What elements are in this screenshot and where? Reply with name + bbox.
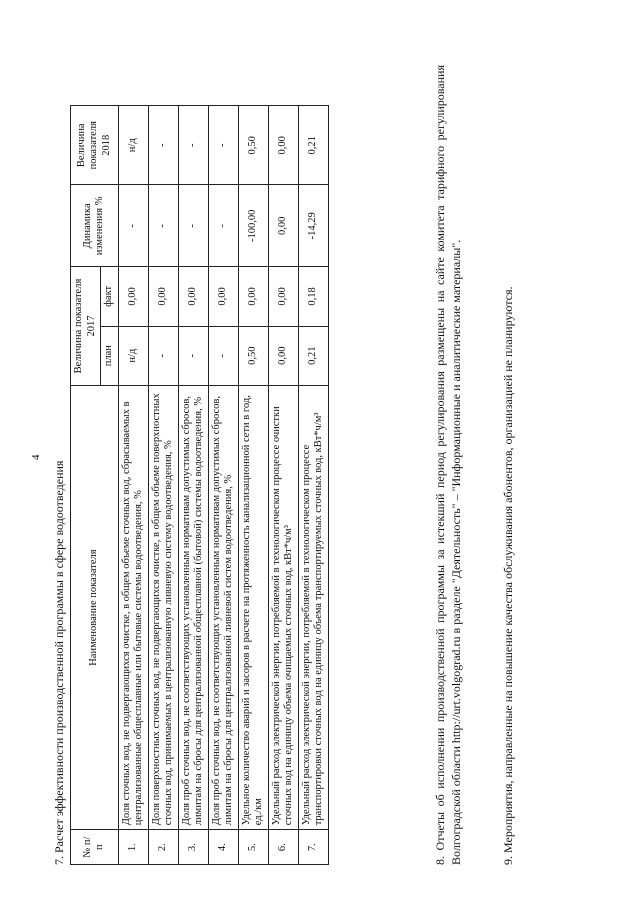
- cell-dynamics: -100,00: [238, 185, 268, 267]
- cell-plan: 0,21: [298, 326, 328, 385]
- cell-dynamics: -: [118, 185, 148, 267]
- cell-dynamics: -: [208, 185, 238, 267]
- header-no: № п/п: [71, 830, 119, 865]
- header-value-2017: Величина показателя 2017: [71, 267, 101, 386]
- cell-value-2018: н/д: [118, 106, 148, 186]
- cell-fact: 0,00: [268, 267, 298, 326]
- header-value-2018: Величина показателя 2018: [71, 106, 119, 186]
- cell-value-2018: -: [148, 106, 178, 186]
- cell-no: 2.: [148, 830, 178, 865]
- header-plan: план: [101, 326, 119, 385]
- cell-fact: 0,00: [208, 267, 238, 326]
- cell-no: 5.: [238, 830, 268, 865]
- cell-value-2018: -: [178, 106, 208, 186]
- cell-name: Удельный расход электрической энергии, потребляемой в технологическом процессе транспортировки сточных вод на единицу объема транспортируемых сточных вод, кВт*ч/м³: [298, 385, 328, 829]
- efficiency-table: [70, 105, 329, 865]
- cell-no: 3.: [178, 830, 208, 865]
- header-fact: факт: [101, 267, 119, 326]
- note-8: 8. Отчеты об исполнении производственной программы за истекший период регулирования размещены на сайте комитета тарифного регулирования Волгоградской области http://urt.volgograd.ru в разделе "Деятельность" – "Информационные и аналитические материалы".: [433, 65, 463, 865]
- cell-name: Доля сточных вод, не подвергающихся очистке, в общем объеме сточных вод, сбрасываемых в централизованные общесплавные или бытовые системы водоотведения, %: [118, 385, 148, 829]
- cell-no: 7.: [298, 830, 328, 865]
- cell-name: Удельное количество аварий и засоров в расчете на протяженность канализационной сети в год, ед./км: [238, 385, 268, 829]
- cell-fact: 0,00: [118, 267, 148, 326]
- cell-plan: 0,00: [268, 326, 298, 385]
- cell-value-2018: 0,50: [238, 106, 268, 186]
- table-row: [178, 106, 208, 865]
- cell-no: 1.: [118, 830, 148, 865]
- cell-value-2018: -: [208, 106, 238, 186]
- cell-fact: 0,00: [148, 267, 178, 326]
- cell-no: 6.: [268, 830, 298, 865]
- header-dynamics: Динамика изменения %: [71, 185, 119, 267]
- table-row: [148, 106, 178, 865]
- cell-plan: 0,50: [238, 326, 268, 385]
- cell-dynamics: -: [148, 185, 178, 267]
- cell-name: Доля поверхностных сточных вод, не подвергающихся очистке, в общем объеме поверхностных сточных вод, принимаемых в централизованную ливневую систему водоотведения, %: [148, 385, 178, 829]
- table-row: [268, 106, 298, 865]
- cell-name: Удельный расход электрической энергии, потребляемой в технологическом процессе очистки сточных вод на единицу объема очищаемых сточных вод, кВт*ч/м³: [268, 385, 298, 829]
- table-row: [298, 106, 328, 865]
- cell-fact: 0,00: [178, 267, 208, 326]
- cell-fact: 0,18: [298, 267, 328, 326]
- cell-fact: 0,00: [238, 267, 268, 326]
- table-row: [238, 106, 268, 865]
- cell-value-2018: 0,00: [268, 106, 298, 186]
- section-title: 7. Расчет эффективности производственной программы в сфере водоотведения: [52, 460, 66, 865]
- cell-value-2018: 0,21: [298, 106, 328, 186]
- cell-plan: -: [148, 326, 178, 385]
- cell-plan: -: [208, 326, 238, 385]
- cell-name: Доля проб сточных вод, не соответствующих установленным нормативам допустимых сбросов, лимитам на сбросы для централизованной ливневой систем водоотведения, %: [208, 385, 238, 829]
- cell-no: 4.: [208, 830, 238, 865]
- cell-plan: -: [178, 326, 208, 385]
- table-row: [208, 106, 238, 865]
- cell-name: Доля проб сточных вод, не соответствующих установленным нормативам допустимых сбросов, лимитам на сбросы для централизованной общесплавной (бытовой) системы водоотведения, %: [178, 385, 208, 829]
- header-name: Наименование показателя: [71, 385, 119, 829]
- cell-plan: н/д: [118, 326, 148, 385]
- table-row: [118, 106, 148, 865]
- note-9: 9. Мероприятия, направленные на повышение качества обслуживания абонентов, организацией не планируются.: [501, 286, 515, 865]
- cell-dynamics: -: [178, 185, 208, 267]
- table-body: [118, 106, 328, 865]
- cell-dynamics: 0,00: [268, 185, 298, 267]
- cell-dynamics: -14,29: [298, 185, 328, 267]
- page-number: 4: [30, 454, 42, 460]
